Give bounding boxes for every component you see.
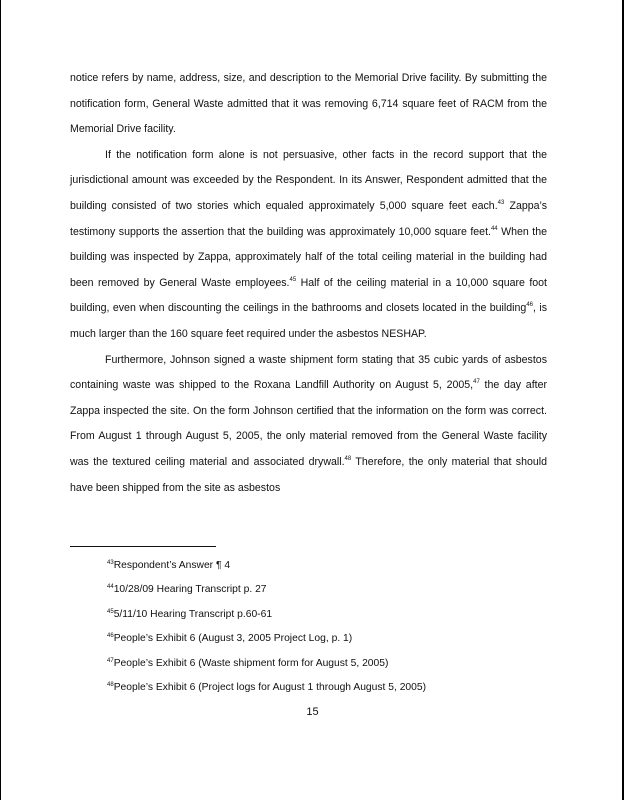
scan-edge-right	[622, 0, 624, 800]
footnote-reference: 48	[344, 455, 352, 462]
footnote-text: People’s Exhibit 6 (Project logs for August 1 through August 5, 2005)	[113, 681, 427, 693]
footnote	[107, 603, 426, 627]
paragraph-text: If the notification form alone is not persuasive, other facts in the record support that the jurisdictional amount was exceeded by the Respondent. In its Answer, Respondent admitted that the building consisted of two stories which equaled approximately 5,000 square feet each.	[70, 148, 547, 212]
footnote	[107, 652, 426, 676]
footnote-reference: 43	[497, 199, 505, 206]
scan-edge-left	[0, 0, 1, 800]
footnote-reference: 45	[289, 276, 297, 283]
footnote-text: People’s Exhibit 6 (Waste shipment form for August 5, 2005)	[113, 657, 389, 669]
paragraph-text: When the building was inspected by Zappa, approximately half of the total ceiling material in the building had been removed by General Waste employees.	[70, 225, 547, 289]
footnote-number: 43	[107, 560, 114, 566]
paragraph-text: , is much larger than the 160 square feet required under the asbestos NESHAP.	[70, 302, 547, 340]
footnote-text: People’s Exhibit 6 (August 3, 2005 Project Log, p. 1)	[113, 633, 353, 645]
paragraph-text: Zappa’s testimony supports the assertion that the building was approximately 10,000 square feet.	[70, 199, 547, 238]
page-number: 15	[306, 706, 319, 718]
footnote-number: 48	[107, 681, 114, 688]
footnote	[107, 554, 426, 578]
footnote-separator	[70, 546, 216, 547]
body-text	[70, 66, 547, 501]
footnote	[107, 676, 426, 700]
footnote	[107, 578, 426, 602]
footnote	[107, 627, 426, 651]
footnote-number: 45	[107, 608, 114, 615]
paragraph-text: Therefore, the only material that should have been shipped from the site as asbestos	[70, 455, 547, 494]
footnote-text: 10/28/09 Hearing Transcript p. 27	[113, 584, 267, 596]
footnote-text: Respondent’s Answer ¶ 4	[113, 560, 231, 571]
footnote-number: 47	[107, 657, 114, 664]
paragraph-text: notice refers by name, address, size, and description to the Memorial Drive facility. By submitting the notification form, General Waste admitted that it was removing 6,714 square feet of RACM from the Memorial Drive facility.	[70, 72, 547, 136]
paragraph-text: Half of the ceiling material in a 10,000 square foot building, even when discounting the ceilings in the bathrooms and closets located in the building	[70, 276, 547, 315]
paragraph	[70, 143, 547, 348]
footnote-reference: 44	[490, 225, 498, 232]
footnote-number: 44	[107, 584, 114, 591]
footnote-reference: 46	[526, 302, 533, 309]
footnote-text: 5/11/10 Hearing Transcript p.60-61	[113, 608, 273, 620]
paragraph-text: Furthermore, Johnson signed a waste shipment form stating that 35 cubic yards of asbestos containing waste was shipped to the Roxana Landfill Authority on August 5, 2005,	[70, 353, 547, 392]
paragraph	[70, 348, 547, 502]
paragraph-text: the day after Zappa inspected the site. On the form Johnson certified that the information on the form was correct. From August 1 through August 5, 2005, the only material removed from the General Waste facility was the textured ceiling material and associated drywall.	[70, 379, 547, 468]
paragraph	[70, 66, 547, 143]
footnote-reference: 47	[473, 379, 480, 386]
footnote-number: 46	[107, 633, 114, 640]
footnotes	[107, 554, 426, 700]
